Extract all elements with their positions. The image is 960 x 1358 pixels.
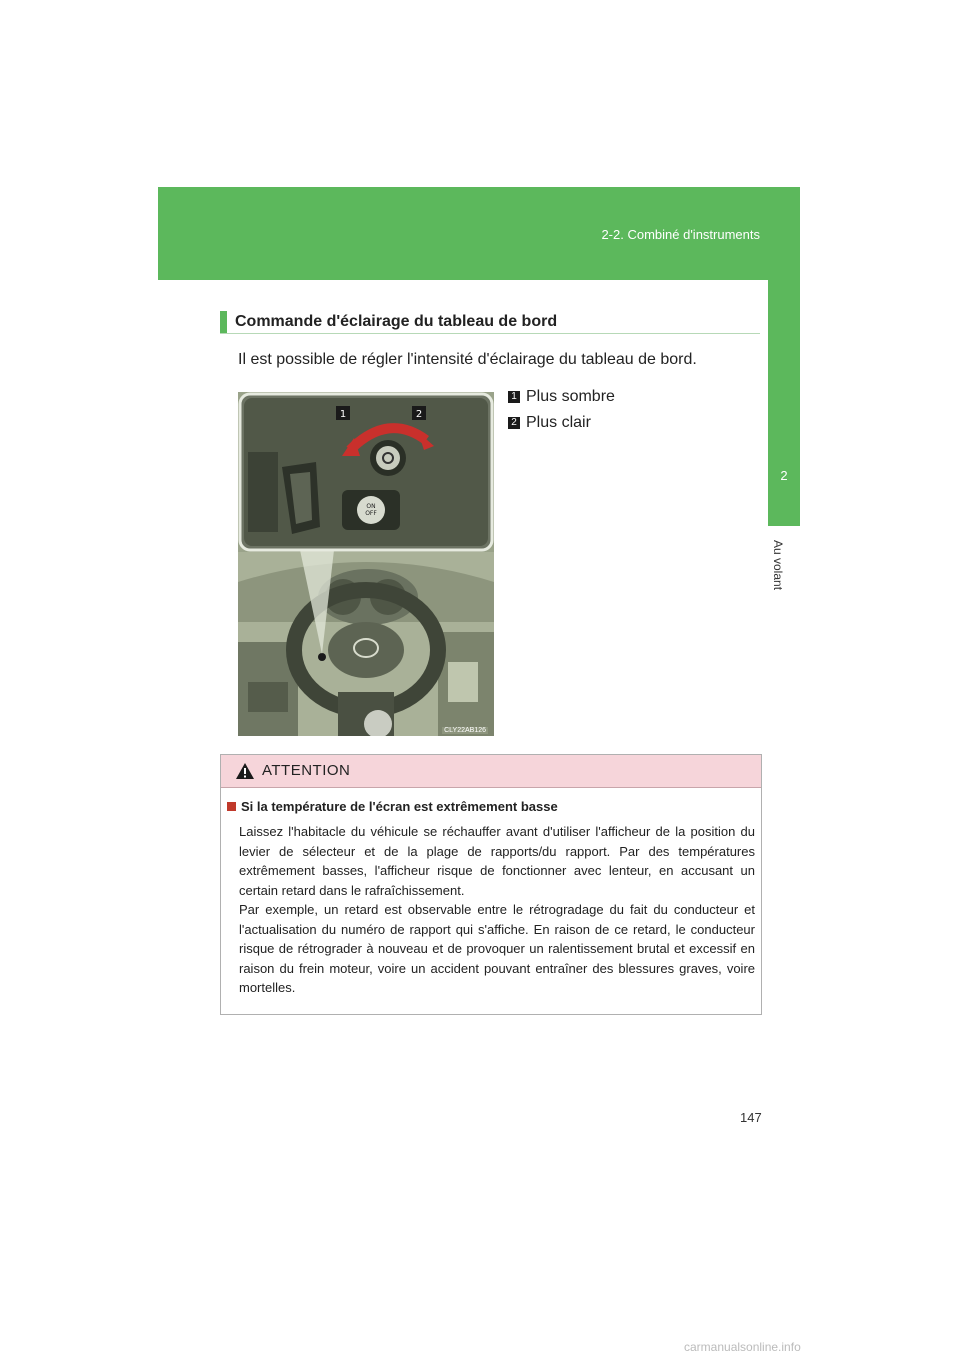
- marker-1: 1: [508, 391, 520, 403]
- footer-watermark: carmanualsonline.info: [684, 1340, 801, 1354]
- legend-item-darker: [508, 388, 615, 406]
- legend-item-brighter: [508, 414, 591, 432]
- attention-title: ATTENTION: [262, 762, 351, 779]
- attention-subtitle-row: [227, 799, 558, 814]
- chapter-tab: [768, 280, 800, 526]
- chapter-label-wrap: [771, 540, 791, 610]
- section-heading-bar: [220, 311, 227, 333]
- svg-text:2: 2: [415, 409, 423, 420]
- section-title: Commande d'éclairage du tableau de bord: [235, 313, 558, 330]
- svg-text:OFF: OFF: [365, 510, 377, 517]
- attention-header: [221, 755, 761, 788]
- page-number: 147: [740, 1110, 762, 1125]
- header-band: [158, 187, 800, 280]
- section-heading: [220, 311, 760, 334]
- warning-icon: [235, 762, 255, 780]
- chapter-label: Au volant: [771, 540, 785, 591]
- breadcrumb: 2-2. Combiné d'instruments: [601, 227, 760, 242]
- legend-label-brighter: Plus clair: [526, 414, 591, 431]
- photo-code: CLY22AB126: [444, 727, 486, 734]
- section-intro: Il est possible de régler l'intensité d'éclairage du tableau de bord.: [238, 351, 697, 368]
- bullet-square-icon: [227, 802, 236, 811]
- attention-subtitle: Si la température de l'écran est extrêmement basse: [241, 799, 558, 814]
- svg-text:ON: ON: [366, 503, 376, 510]
- attention-box: [220, 754, 762, 1015]
- chapter-number: 2: [780, 468, 788, 483]
- attention-paragraph: Par exemple, un retard est observable entre le rétrogradage du fait du conducteur et l'actualisation du numéro de rapport qui s'affiche. En raison de ce retard, le conducteur risque de rétrograder à nouveau et de provoquer un ralentissement brutal et excessif en raison du frein moteur, voire un accident pouvant entraîner des blessures graves, voire mortelles.: [239, 902, 755, 995]
- legend-label-darker: Plus sombre: [526, 388, 615, 405]
- svg-text:1: 1: [339, 409, 347, 420]
- attention-paragraph: Laissez l'habitacle du véhicule se réchauffer avant d'utiliser l'afficheur de la position du levier de sélecteur et de la plage de rapports/du rapport. Par des températures extrêmement basses, l'afficheur risque de fonctionner avec lenteur, en accusant un certain retard dans le rafraîchissement.: [239, 824, 755, 898]
- attention-body: [239, 822, 755, 998]
- marker-2: 2: [508, 417, 520, 429]
- dashboard-photo: [238, 392, 494, 736]
